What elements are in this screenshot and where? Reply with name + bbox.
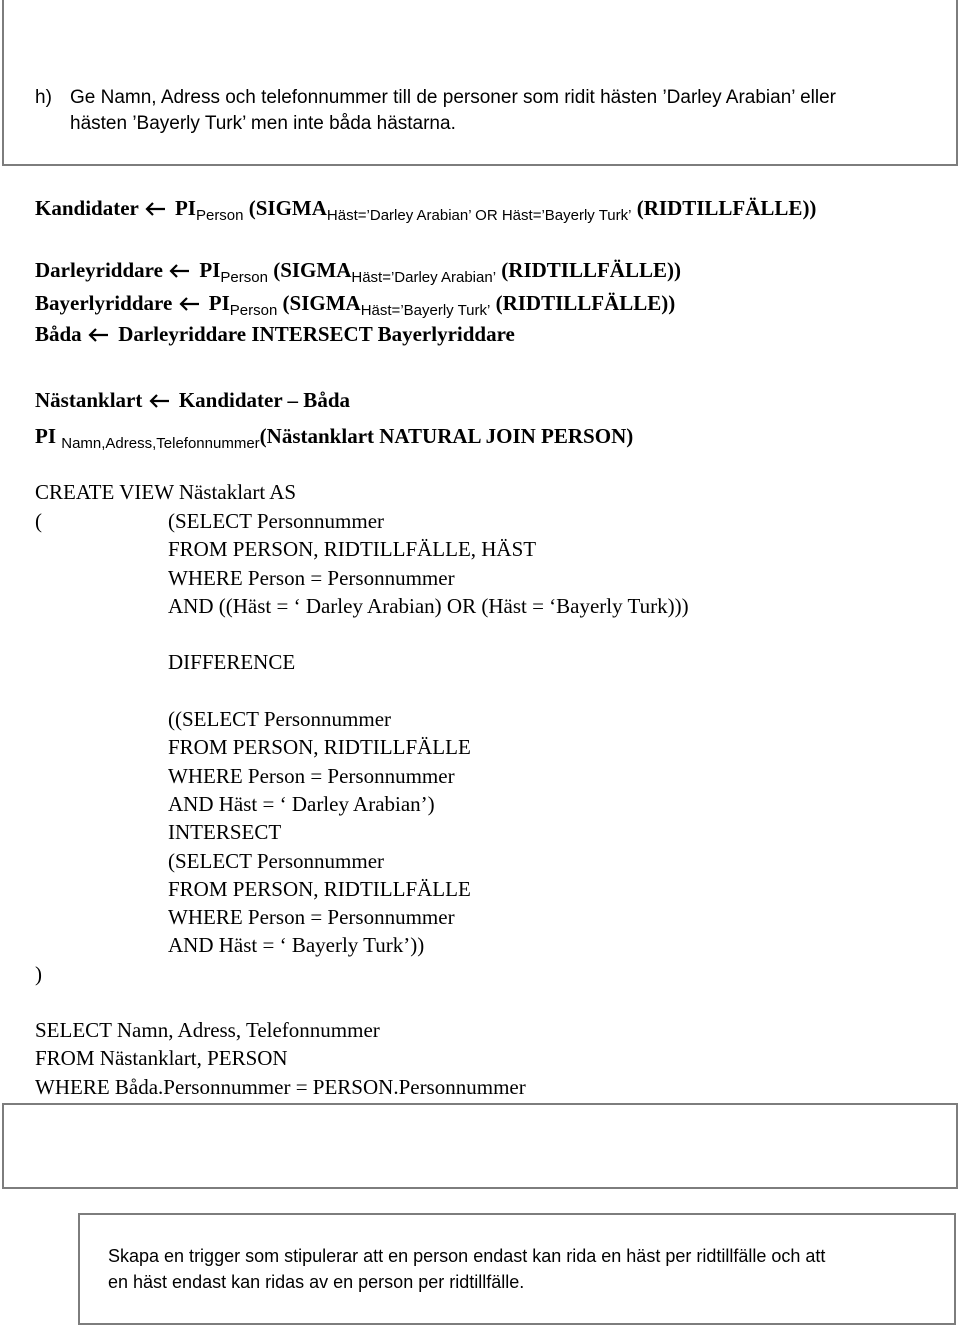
sql-block1-line: FROM PERSON, RIDTILLFÄLLE, HÄST xyxy=(168,537,537,561)
algebra-bada xyxy=(35,322,515,347)
sql-block1-line: AND ((Häst = ‘ Darley Arabian) OR (Häst = ‘Bayerly Turk))) xyxy=(168,594,689,618)
sql-block2-line: ((SELECT Personnummer xyxy=(168,707,392,731)
kandidater-pi-sub: Person xyxy=(195,207,244,224)
sql-open-paren: ( xyxy=(35,509,42,533)
algebra-final-projection xyxy=(35,424,634,452)
final-expr: (Nästanklart NATURAL JOIN PERSON) xyxy=(259,424,634,448)
kandidater-sigma: (SIGMA xyxy=(248,196,327,220)
algebra-kandidater xyxy=(35,196,817,224)
sql-block2-line: AND Häst = ‘ Bayerly Turk’)) xyxy=(168,933,425,957)
darley-name: Darleyriddare xyxy=(35,258,163,282)
sql-block2-line: INTERSECT xyxy=(168,820,282,844)
bayerly-pi-sub: Person xyxy=(229,302,278,319)
sql-block2-line: WHERE Person = Personnummer xyxy=(168,905,455,929)
algebra-bayerlyriddare xyxy=(35,291,676,319)
sql-block2-line: AND Häst = ‘ Darley Arabian’) xyxy=(168,792,435,816)
trigger-task-box xyxy=(78,1213,956,1325)
nastan-name: Nästanklart xyxy=(35,388,143,412)
algebra-darleyriddare xyxy=(35,258,681,286)
sql-create-view: CREATE VIEW Nästaklart AS xyxy=(35,480,297,504)
sql-difference: DIFFERENCE xyxy=(168,650,296,674)
bayerly-sigma: (SIGMA xyxy=(282,291,361,315)
sql-final-line: WHERE Båda.Personnummer = PERSON.Personnummer xyxy=(35,1075,526,1099)
bayerly-sigma-sub: Häst=’Bayerly Turk’ xyxy=(360,302,491,319)
sql-final-line: FROM Nästanklart, PERSON xyxy=(35,1046,288,1070)
kandidater-relation: (RIDTILLFÄLLE)) xyxy=(636,196,817,220)
question-label: h) xyxy=(35,87,52,108)
question-line-2: hästen ’Bayerly Turk’ men inte båda hästarna. xyxy=(70,113,456,134)
bada-expr: Darleyriddare INTERSECT Bayerlyriddare xyxy=(118,322,515,346)
darley-pi: PI xyxy=(199,258,221,282)
final-pi: PI xyxy=(35,424,56,448)
algebra-nastanklart xyxy=(35,388,350,413)
sql-block2-line: WHERE Person = Personnummer xyxy=(168,764,455,788)
sql-block2-line: (SELECT Personnummer xyxy=(168,849,385,873)
bayerly-pi: PI xyxy=(208,291,230,315)
trigger-task-line-1: Skapa en trigger som stipulerar att en person endast kan rida en häst per ridtillfälle och att xyxy=(108,1246,826,1266)
sql-block1-line: (SELECT Personnummer xyxy=(168,509,385,533)
bayerly-name: Bayerlyriddare xyxy=(35,291,173,315)
answer-box xyxy=(2,1103,958,1189)
bada-name: Båda xyxy=(35,322,82,346)
left-arrow-icon xyxy=(178,293,204,318)
left-arrow-icon xyxy=(87,324,113,349)
question-line-1: Ge Namn, Adress och telefonnummer till de personer som ridit hästen ’Darley Arabian’ eller xyxy=(70,87,836,108)
left-arrow-icon xyxy=(144,198,170,223)
left-arrow-icon xyxy=(168,260,194,285)
sql-close-paren: ) xyxy=(35,962,42,986)
sql-final-line: SELECT Namn, Adress, Telefonnummer xyxy=(35,1018,380,1042)
bayerly-relation: (RIDTILLFÄLLE)) xyxy=(495,291,676,315)
darley-sigma: (SIGMA xyxy=(273,258,352,282)
kandidater-name: Kandidater xyxy=(35,196,139,220)
left-arrow-icon xyxy=(148,390,174,415)
sql-block2-line: FROM PERSON, RIDTILLFÄLLE xyxy=(168,735,471,759)
nastan-expr: Kandidater – Båda xyxy=(178,388,350,412)
final-pi-sub: Namn,Adress,Telefonnummer xyxy=(61,435,260,452)
question-box xyxy=(2,0,958,166)
darley-relation: (RIDTILLFÄLLE)) xyxy=(501,258,681,282)
kandidater-sigma-sub: Häst=’Darley Arabian’ OR Häst=’Bayerly Turk’ xyxy=(326,207,632,224)
trigger-task-line-2: en häst endast kan ridas av en person per ridtillfälle. xyxy=(108,1272,525,1292)
sql-block1-line: WHERE Person = Personnummer xyxy=(168,566,455,590)
sql-block2-line: FROM PERSON, RIDTILLFÄLLE xyxy=(168,877,471,901)
darley-sigma-sub: Häst=’Darley Arabian’ xyxy=(351,269,497,286)
kandidater-pi: PI xyxy=(174,196,196,220)
darley-pi-sub: Person xyxy=(220,269,268,286)
